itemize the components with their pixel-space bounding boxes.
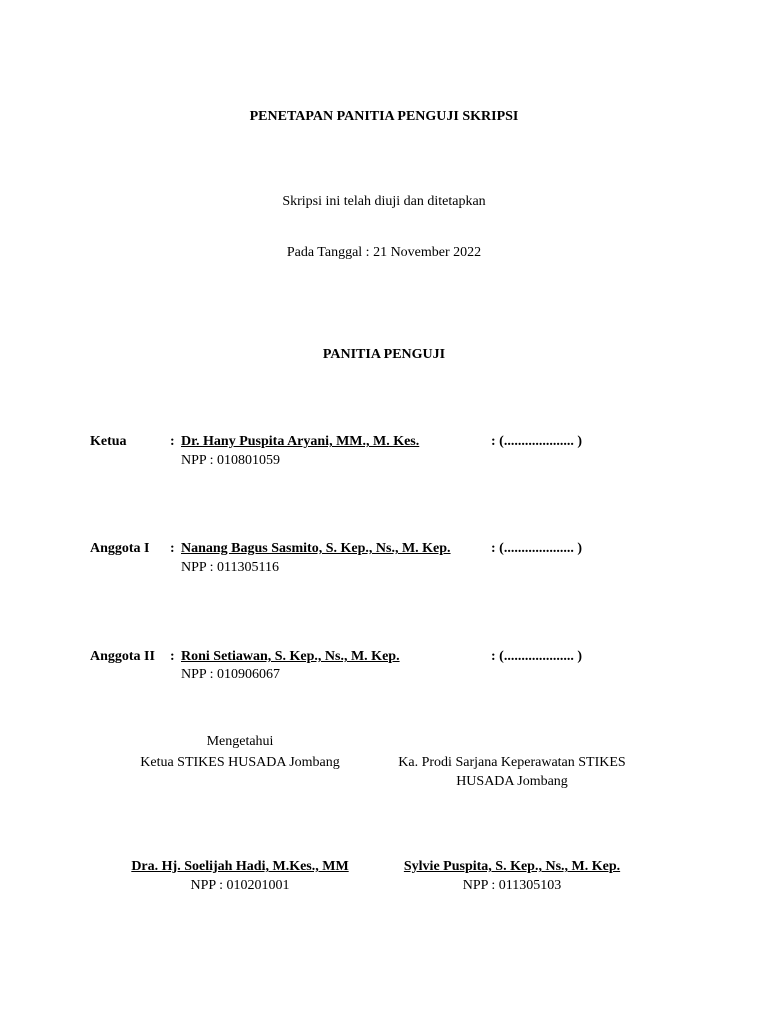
right-approver-npp: NPP : 011305103 <box>462 878 562 893</box>
left-approver-name: Dra. Hj. Soelijah Hadi, M.Kes., MM <box>131 859 349 874</box>
role-colon: : <box>170 541 175 556</box>
right-approver-position: Ka. Prodi Sarjana Keperawatan STIKES HUSADA Jombang <box>398 755 626 789</box>
member-1-npp: NPP : 011305116 <box>181 560 280 575</box>
role-colon: : <box>170 649 175 664</box>
member-1-signature-line: : (.................... ) <box>491 541 582 556</box>
committee-heading: PANITIA PENGUJI <box>322 347 446 362</box>
member-2-npp: NPP : 010906067 <box>181 667 281 682</box>
left-approver-npp: NPP : 010201001 <box>190 878 290 893</box>
member-2-signature-line: : (.................... ) <box>491 649 582 664</box>
role-colon: : <box>170 434 175 449</box>
right-approver-name: Sylvie Puspita, S. Kep., Ns., M. Kep. <box>403 859 621 874</box>
document-title: PENETAPAN PANITIA PENGUJI SKRIPSI <box>249 109 519 124</box>
role-label-member-2: Anggota II <box>90 649 155 664</box>
role-label-member-1: Anggota I <box>90 541 150 556</box>
role-label-chair: Ketua <box>90 434 127 449</box>
acknowledged-label: Mengetahui <box>206 734 274 749</box>
chair-signature-line: : (.................... ) <box>491 434 582 449</box>
chair-name: Dr. Hany Puspita Aryani, MM., M. Kes. <box>181 434 420 449</box>
member-2-name: Roni Setiawan, S. Kep., Ns., M. Kep. <box>181 649 400 664</box>
left-approver-position: Ketua STIKES HUSADA Jombang <box>140 755 340 770</box>
chair-npp: NPP : 010801059 <box>181 453 281 468</box>
exam-date: Pada Tanggal : 21 November 2022 <box>286 245 482 260</box>
member-1-name: Nanang Bagus Sasmito, S. Kep., Ns., M. Kep. <box>181 541 451 556</box>
document-subtitle: Skripsi ini telah diuji dan ditetapkan <box>282 194 486 209</box>
